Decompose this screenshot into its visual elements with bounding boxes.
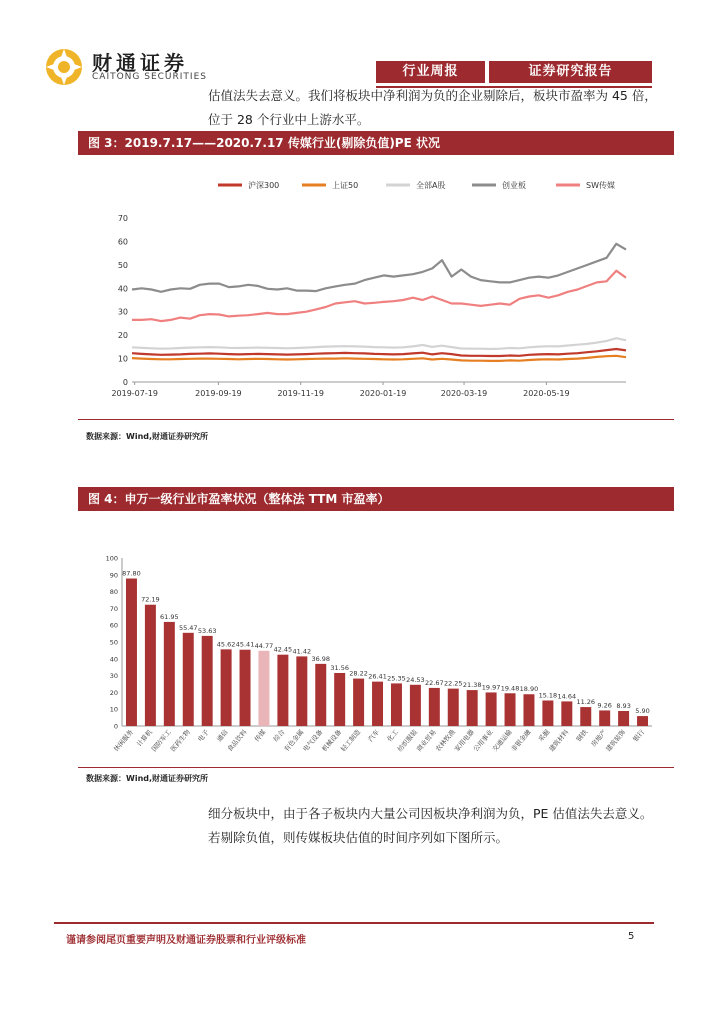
- y-tick-label: 20: [109, 688, 118, 697]
- bar-value-label: 15.18: [538, 691, 558, 700]
- bar-26: [599, 710, 610, 726]
- bar-value-label: 8.93: [616, 701, 631, 710]
- bar-value-label: 41.42: [292, 647, 312, 656]
- bar-15: [391, 683, 402, 726]
- bar-value-label: 31.56: [330, 663, 349, 672]
- series-line-2: [132, 356, 626, 361]
- outro-line-2: 若剔除负值，则传媒板块估值的时间序列如下图所示。: [208, 830, 509, 845]
- y-tick-label: 90: [109, 571, 118, 580]
- category-label: 非银金融: [509, 728, 533, 754]
- bar-value-label: 45.62: [216, 640, 236, 649]
- y-tick-label: 70: [109, 604, 118, 613]
- bar-value-label: 22.67: [425, 678, 444, 687]
- bar-value-label: 28.22: [349, 669, 368, 678]
- bar-18: [448, 689, 459, 726]
- bar-value-label: 45.41: [235, 640, 255, 649]
- bar-19: [467, 690, 478, 726]
- bar-value-label: 61.95: [160, 612, 179, 621]
- bar-value-label: 55.47: [178, 623, 198, 632]
- y-tick-label: 70: [117, 214, 128, 223]
- footer-disclaimer: 谨请参阅尾页重要声明及财通证券股票和行业评级标准: [66, 935, 306, 946]
- bar-1: [126, 578, 137, 726]
- bar-value-label: 87.80: [122, 569, 141, 578]
- figure-3-title: 图 3：2019.7.17——2020.7.17 传媒行业(剔除负值)PE 状况: [78, 131, 674, 155]
- x-tick-label: 2019-11-19: [277, 389, 324, 398]
- figure-4-rule: [78, 767, 674, 768]
- bar-17: [429, 688, 440, 726]
- bar-value-label: 19.48: [500, 684, 520, 693]
- y-tick-label: 0: [113, 722, 118, 731]
- x-tick-label: 2020-03-19: [440, 389, 488, 398]
- bar-value-label: 25.35: [387, 674, 406, 683]
- page-number: 5: [628, 931, 635, 942]
- legend-label-3: 全部A股: [416, 181, 446, 190]
- category-label: 农林牧渔: [433, 728, 457, 754]
- bar-24: [561, 701, 572, 726]
- category-label: 建筑材料: [547, 728, 571, 754]
- bar-13: [353, 679, 364, 726]
- category-label: 家用电器: [452, 728, 476, 754]
- industry-pe-bar-chart: [78, 540, 674, 768]
- category-label: 电子: [196, 728, 211, 744]
- bar-25: [580, 707, 591, 726]
- legend-label-1: 沪深300: [248, 181, 280, 190]
- bar-value-label: 5.90: [635, 707, 650, 716]
- y-tick-label: 50: [109, 638, 118, 647]
- brand-name-cn: 财通证券: [92, 51, 188, 75]
- caitong-logo-icon: [44, 47, 84, 87]
- bar-value-label: 36.98: [311, 654, 331, 663]
- category-label: 银行: [631, 728, 647, 744]
- category-label: 综合: [271, 728, 287, 744]
- category-label: 有色金属: [282, 728, 306, 754]
- bar-5: [202, 636, 213, 726]
- bar-value-label: 44.77: [254, 641, 274, 650]
- bar-value-label: 9.26: [597, 701, 612, 710]
- category-label: 房地产: [589, 728, 609, 749]
- series-line-4: [132, 244, 626, 292]
- y-tick-label: 80: [109, 588, 118, 597]
- y-tick-label: 10: [117, 354, 128, 364]
- legend-label-4: 创业板: [502, 181, 526, 190]
- tab-weekly-report: 行业周报: [376, 61, 485, 83]
- series-line-3: [132, 338, 626, 349]
- category-label: 通信: [215, 728, 230, 744]
- bar-value-label: 72.19: [141, 595, 160, 604]
- bar-3: [164, 622, 175, 726]
- y-tick-label: 20: [117, 331, 128, 341]
- category-label: 建筑装饰: [604, 728, 628, 754]
- y-tick-label: 10: [109, 705, 118, 714]
- y-tick-label: 30: [117, 307, 128, 317]
- figure-4-title: 图 4：申万一级行业市盈率状况（整体法 TTM 市盈率）: [78, 487, 674, 511]
- legend-label-5: SW传媒: [586, 181, 615, 190]
- bar-22: [523, 694, 534, 726]
- bar-23: [542, 700, 553, 726]
- category-label: 化工: [385, 728, 400, 744]
- intro-line-1: 估值法失去意义。我们将板块中净利润为负的企业剔除后，板块市盈率为 45 倍，: [208, 88, 657, 103]
- category-label: 轻工制造: [339, 728, 363, 754]
- legend-label-2: 上证50: [332, 181, 359, 190]
- y-tick-label: 100: [105, 554, 118, 563]
- bar-20: [486, 692, 497, 726]
- bar-value-label: 22.25: [443, 679, 463, 688]
- bar-value-label: 14.64: [557, 692, 577, 701]
- y-tick-label: 60: [117, 237, 128, 247]
- series-line-1: [132, 349, 626, 356]
- bar-12: [334, 673, 345, 726]
- category-label: 电气设备: [301, 728, 325, 754]
- bar-27: [618, 711, 629, 726]
- category-label: 机械设备: [320, 728, 344, 754]
- bar-value-label: 53.63: [197, 626, 217, 635]
- category-label: 采掘: [536, 728, 552, 744]
- brand-name-en: CAITONG SECURITIES: [92, 72, 207, 82]
- y-tick-label: 30: [109, 672, 118, 681]
- bar-value-label: 24.53: [406, 675, 425, 684]
- y-tick-label: 50: [117, 260, 128, 270]
- y-tick-label: 60: [109, 621, 118, 630]
- bar-6: [221, 649, 232, 726]
- category-label: 商业贸易: [415, 728, 438, 754]
- y-tick-label: 0: [122, 378, 128, 387]
- category-label: 汽车: [366, 728, 382, 744]
- bar-value-label: 19.97: [481, 683, 501, 692]
- bar-2: [145, 605, 156, 726]
- bar-value-label: 18.90: [519, 685, 539, 694]
- bar-9: [277, 655, 288, 726]
- bar-4: [183, 633, 194, 726]
- intro-line-2: 位于 28 个行业中上游水平。: [208, 112, 370, 127]
- y-tick-label: 40: [117, 284, 128, 294]
- bar-28: [637, 716, 648, 726]
- category-label: 医药生物: [168, 728, 192, 754]
- x-tick-label: 2020-05-19: [523, 389, 570, 398]
- x-tick-label: 2019-07-19: [111, 389, 158, 398]
- series-line-5: [132, 271, 626, 321]
- bar-value-label: 11.26: [576, 698, 596, 707]
- x-tick-label: 2019-09-19: [195, 389, 242, 398]
- category-label: 休闲服务: [112, 728, 135, 754]
- category-label: 钢铁: [574, 728, 590, 744]
- bar-16: [410, 685, 421, 726]
- outro-line-1: 细分板块中，由于各子板块内大量公司因板块净利润为负，PE 估值法失去意义。: [208, 806, 653, 821]
- bar-value-label: 42.45: [273, 645, 293, 654]
- bar-21: [505, 693, 516, 726]
- bar-7: [240, 650, 251, 726]
- category-label: 计算机: [135, 728, 154, 749]
- category-label: 国防军工: [150, 728, 173, 754]
- bar-11: [315, 664, 326, 726]
- pe-line-chart: [78, 158, 674, 420]
- tab-research-report: 证券研究报告: [489, 61, 652, 83]
- x-tick-label: 2020-01-19: [359, 389, 407, 398]
- bar-value-label: 21.38: [462, 681, 482, 690]
- bar-value-label: 26.41: [368, 672, 387, 681]
- bar-8: [258, 651, 269, 726]
- figure-3-rule: [78, 419, 674, 420]
- figure-4-source: 数据来源：Wind,财通证券研究所: [86, 774, 209, 783]
- category-label: 传媒: [253, 728, 268, 744]
- footer-rule: [54, 922, 654, 924]
- category-label: 交通运输: [490, 728, 514, 754]
- figure-3-source: 数据来源：Wind,财通证券研究所: [86, 432, 209, 441]
- category-label: 食品饮料: [225, 728, 249, 754]
- y-tick-label: 40: [109, 655, 118, 664]
- category-label: 公用事业: [471, 728, 495, 754]
- category-label: 纺织服装: [396, 728, 419, 754]
- bar-10: [296, 656, 307, 726]
- bar-14: [372, 682, 383, 726]
